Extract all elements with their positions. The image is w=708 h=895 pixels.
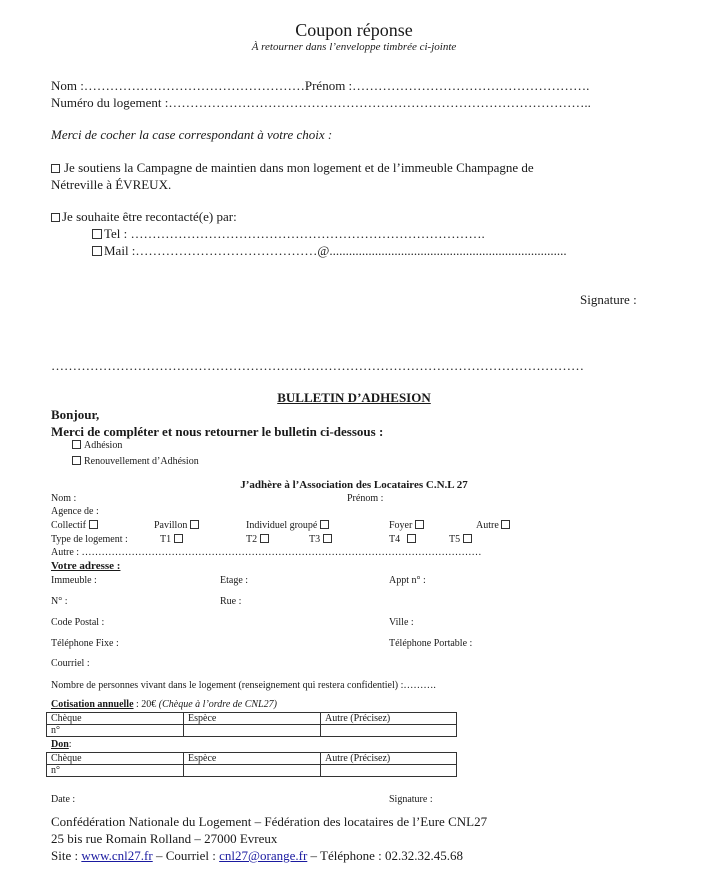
- don-table: [46, 752, 457, 777]
- coupon-separator: ……………………………………………………………………………………………………………: [51, 358, 584, 373]
- renouvellement-checkbox[interactable]: [72, 456, 81, 465]
- choice-support-text: Je soutiens la Campagne de maintien dans mon logement et de l’immeuble Champagne de: [64, 160, 534, 175]
- nb-personnes-field[interactable]: Nombre de personnes vivant dans le logement (renseignement qui restera confidentiel) :……….: [51, 680, 436, 691]
- don-line: [51, 739, 72, 750]
- cotisation-header-cheque: Chèque: [47, 713, 184, 725]
- foyer-checkbox[interactable]: [415, 520, 424, 529]
- courriel-field[interactable]: Courriel :: [51, 658, 90, 669]
- t1-checkbox[interactable]: [174, 534, 183, 543]
- cotisation-header-autre: Autre (Précisez): [321, 713, 457, 725]
- opt-renouvellement-label: Renouvellement d’Adhésion: [84, 456, 199, 467]
- opt-adhesion-label: Adhésion: [84, 440, 123, 451]
- t5-label: T5: [449, 534, 461, 545]
- collectif-label: Collectif: [51, 520, 86, 531]
- ville-field[interactable]: Ville :: [389, 617, 414, 628]
- footer-address: 25 bis rue Romain Rolland – 27000 Evreux: [51, 831, 278, 846]
- footer-contact: [51, 848, 463, 864]
- recontact-checkbox[interactable]: [51, 213, 60, 222]
- opt-t2: [246, 534, 273, 545]
- t1-label: T1: [160, 534, 172, 545]
- don-cell-autre[interactable]: [321, 765, 457, 777]
- opt-renouvellement: [72, 456, 199, 467]
- collectif-checkbox[interactable]: [89, 520, 98, 529]
- bulletin-greeting: Bonjour,: [51, 407, 100, 422]
- coupon-title: Coupon réponse: [295, 20, 413, 40]
- bulletin-title: BULLETIN D’ADHESION: [277, 390, 431, 405]
- pavillon-checkbox[interactable]: [190, 520, 199, 529]
- opt-t4: [389, 534, 420, 545]
- cotisation-table: [46, 712, 457, 737]
- foyer-label: Foyer: [389, 520, 413, 531]
- tel-fixe-field[interactable]: Téléphone Fixe :: [51, 638, 119, 649]
- footer-site-link[interactable]: www.cnl27.fr: [81, 848, 153, 863]
- adresse-title: Votre adresse :: [51, 560, 121, 572]
- mail-checkbox[interactable]: [92, 246, 102, 256]
- tel-checkbox[interactable]: [92, 229, 102, 239]
- choice-recontact: [51, 209, 237, 225]
- nom-prenom-line[interactable]: Nom :……………………………………………Prénom :……………………………………………….: [51, 78, 590, 93]
- table-row: [47, 713, 457, 725]
- code-postal-field[interactable]: Code Postal :: [51, 617, 105, 628]
- don-cell-cheque[interactable]: n°: [47, 765, 184, 777]
- autre-label: Autre: [476, 520, 499, 531]
- table-row: [47, 725, 457, 737]
- etage-field[interactable]: Etage :: [220, 575, 249, 586]
- cotisation-header-espece: Espèce: [184, 713, 321, 725]
- autre-field[interactable]: Autre : …………………………………………………………………………………………………………: [51, 547, 482, 558]
- contact-mail: [92, 243, 567, 259]
- support-checkbox[interactable]: [51, 164, 60, 173]
- footer-phone: – Téléphone : 02.32.32.45.68: [310, 848, 464, 863]
- rue-field[interactable]: Rue :: [220, 596, 242, 607]
- opt-pavillon: [154, 520, 203, 531]
- bulletin-prenom[interactable]: Prénom :: [347, 493, 384, 504]
- cotisation-line: [51, 699, 277, 710]
- t2-checkbox[interactable]: [260, 534, 269, 543]
- date-field[interactable]: Date :: [51, 794, 76, 805]
- mail-field[interactable]: Mail :……………………………………@.........................................................................: [104, 243, 567, 258]
- opt-t3: [309, 534, 336, 545]
- t2-label: T2: [246, 534, 258, 545]
- don-header-cheque: Chèque: [47, 753, 184, 765]
- opt-adhesion: [72, 440, 122, 451]
- t4-label: T4: [389, 534, 401, 545]
- adhesion-checkbox[interactable]: [72, 440, 81, 449]
- type-logement-label: Type de logement :: [51, 534, 128, 545]
- don-header-autre: Autre (Précisez): [321, 753, 457, 765]
- contact-tel: [92, 226, 485, 242]
- individuel-label: Individuel groupé: [246, 520, 318, 531]
- coupon-subtitle: À retourner dans l’enveloppe timbrée ci-jointe: [251, 41, 457, 53]
- choice-instruction: Merci de cocher la case correspondant à votre choix :: [51, 127, 333, 142]
- bulletin-signature-field[interactable]: Signature :: [389, 794, 433, 805]
- don-label: Don: [51, 739, 69, 750]
- choice-recontact-text: Je souhaite être recontacté(e) par:: [62, 209, 237, 224]
- opt-foyer: [389, 520, 428, 531]
- bulletin-instruction: Merci de compléter et nous retourner le bulletin ci-dessous :: [51, 424, 384, 439]
- cotisation-label: Cotisation annuelle: [51, 699, 134, 710]
- table-row: [47, 765, 457, 777]
- t5-checkbox[interactable]: [463, 534, 472, 543]
- choice-support: [51, 160, 534, 176]
- cotisation-cell-autre[interactable]: [321, 725, 457, 737]
- opt-collectif: [51, 520, 102, 531]
- pavillon-label: Pavillon: [154, 520, 188, 531]
- t4-checkbox[interactable]: [407, 534, 416, 543]
- cotisation-note: (Chèque à l’ordre de CNL27): [158, 699, 277, 710]
- individuel-checkbox[interactable]: [320, 520, 329, 529]
- footer-mail-label: – Courriel :: [155, 848, 216, 863]
- footer-site-label: Site :: [51, 848, 79, 863]
- cotisation-cell-cheque[interactable]: n°: [47, 725, 184, 737]
- immeuble-field[interactable]: Immeuble :: [51, 575, 97, 586]
- association-title: J’adhère à l’Association des Locataires C.N.L 27: [240, 479, 468, 491]
- footer-federation: Confédération Nationale du Logement – Fédération des locataires de l’Eure CNL27: [51, 814, 488, 829]
- tel-field[interactable]: Tel : ……………………………………………………………………….: [104, 226, 485, 241]
- opt-t1: [160, 534, 187, 545]
- bulletin-nom[interactable]: Nom :: [51, 493, 77, 504]
- opt-t5: [449, 534, 476, 545]
- footer-mail-link[interactable]: cnl27@orange.fr: [219, 848, 308, 863]
- logement-line[interactable]: Numéro du logement :……………………………………………………………………………………..: [51, 95, 591, 110]
- bulletin-agence[interactable]: Agence de :: [51, 506, 99, 517]
- tel-portable-field[interactable]: Téléphone Portable :: [389, 638, 473, 649]
- opt-autre: [476, 520, 514, 531]
- don-colon: :: [68, 739, 72, 750]
- don-header-espece: Espèce: [184, 753, 321, 765]
- cotisation-cell-espece[interactable]: [184, 725, 321, 737]
- opt-individuel: [246, 520, 333, 531]
- numero-field[interactable]: N° :: [51, 596, 68, 607]
- appt-field[interactable]: Appt n° :: [389, 575, 426, 586]
- choice-support-text-2: Nétreville à ÉVREUX.: [51, 177, 172, 192]
- table-row: [47, 753, 457, 765]
- cotisation-amount: : 20€: [136, 699, 157, 710]
- don-cell-espece[interactable]: [184, 765, 321, 777]
- t3-checkbox[interactable]: [323, 534, 332, 543]
- autre-checkbox[interactable]: [501, 520, 510, 529]
- t3-label: T3: [309, 534, 321, 545]
- coupon-signature-label: Signature :: [580, 292, 637, 307]
